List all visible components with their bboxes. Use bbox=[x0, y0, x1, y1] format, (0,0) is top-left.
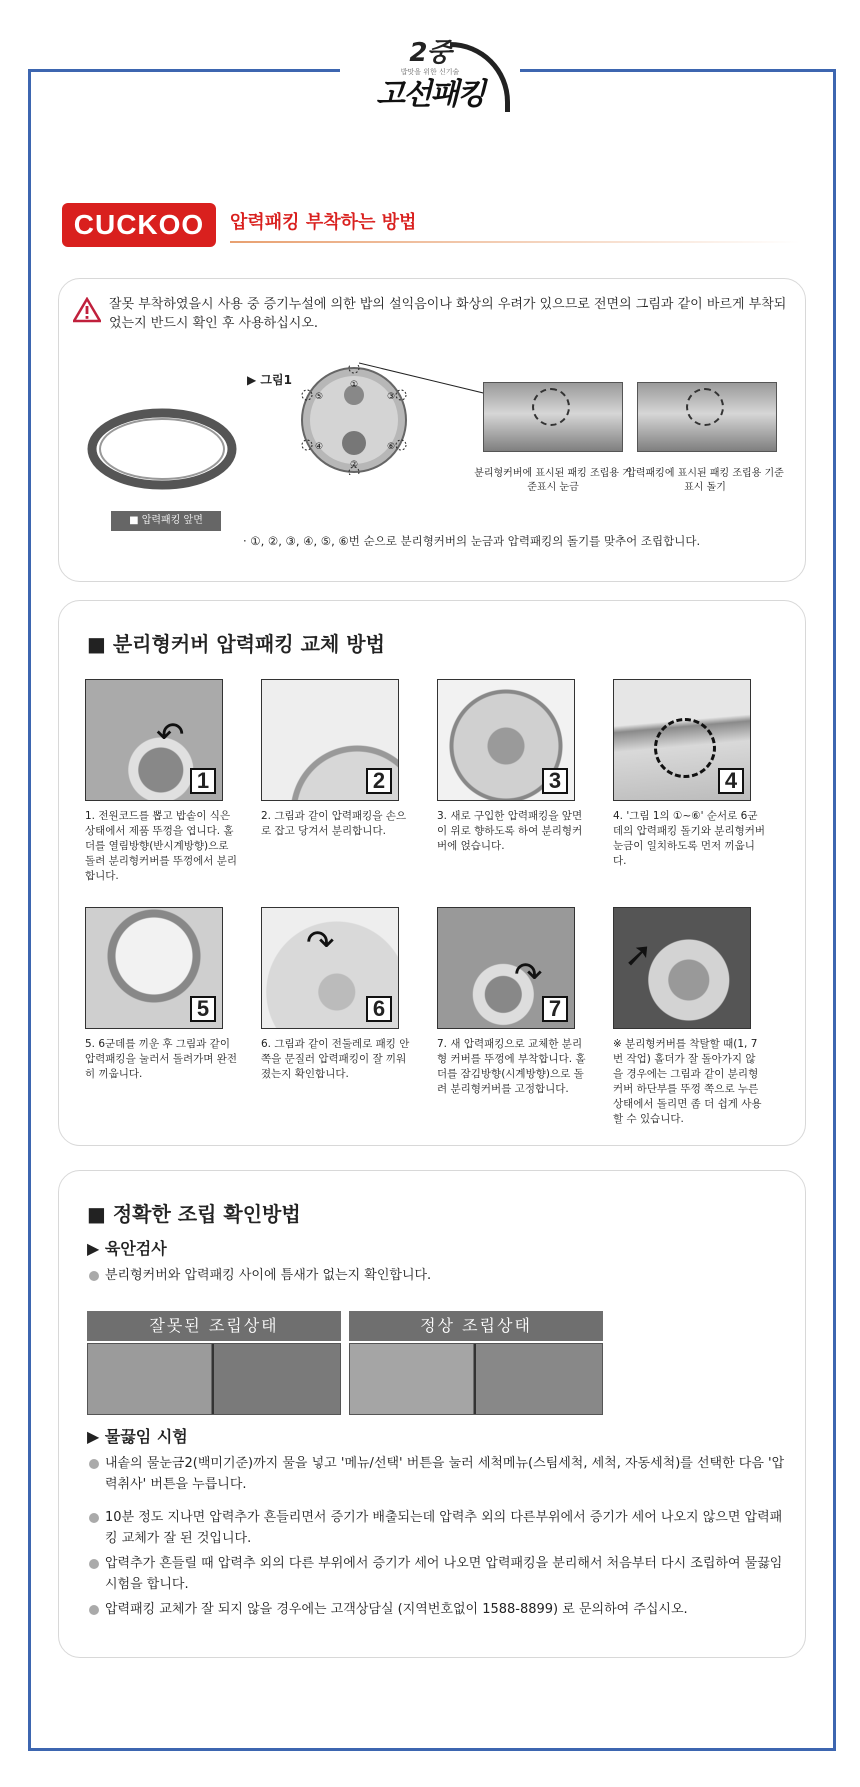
product-logo bbox=[340, 38, 520, 130]
step-note-text: ※ 분리형커버를 착탈할 때(1, 7번 작업) 홀더가 잘 돌아가지 않을 경우에는 그림과 같이 분리형커버 하단부를 뚜껑 쪽으로 누른상태에서 돌리면 좀 더 쉽게 사용할 수 있습니다. bbox=[613, 1038, 762, 1125]
step-1-photo bbox=[85, 679, 223, 801]
correct-assembly-label: 정상 조립상태 bbox=[349, 1311, 603, 1341]
step-1-text: 1. 전원코드를 뽑고 밥솥이 식은 상태에서 제품 뚜껑을 엽니다. 홀더를 열림방향(반시계방향)으로 돌려 분리형커버를 뚜껑에서 분리합니다. bbox=[85, 810, 238, 882]
step-7-text: 7. 새 압력패킹으로 교체한 분리형 커버를 뚜껑에 부착합니다. 홀더를 잠김방향(시계방향)으로 돌려 분리형커버를 고정합니다. bbox=[437, 1038, 586, 1095]
step-1-number: 1 bbox=[190, 768, 216, 794]
step-5-number: 5 bbox=[190, 996, 216, 1022]
warning-card bbox=[58, 278, 806, 582]
highlight-circle bbox=[686, 388, 724, 426]
rotate-arrow-icon: ↶ bbox=[156, 715, 185, 755]
step-3-number: 3 bbox=[542, 768, 568, 794]
step-6 bbox=[261, 907, 417, 1082]
logo-main-text: 고선패킹 bbox=[376, 77, 484, 112]
step-note bbox=[613, 907, 769, 1127]
step-6-number: 6 bbox=[366, 996, 392, 1022]
step-4-text: 4. '그림 1의 ①~⑥' 순서로 6군데의 압력패킹 돌기와 분리형커버 눈금이 일치하도록 먼저 끼웁니다. bbox=[613, 810, 766, 867]
warning-icon bbox=[73, 297, 101, 323]
step-4-number: 4 bbox=[718, 768, 744, 794]
step-5-text: 5. 6군데를 끼운 후 그림과 같이 압력패킹을 눌러서 돌려가며 완전히 끼웁니다. bbox=[85, 1038, 238, 1080]
figure-label: ▶ 그림1 bbox=[247, 373, 292, 387]
step-3-text: 3. 새로 구입한 압력패킹을 앞면이 위로 향하도록 하여 분리형커버에 얹습니다. bbox=[437, 810, 583, 852]
rotate-arrow-icon: ↷ bbox=[306, 923, 335, 963]
assembly-order-note: · ①, ②, ③, ④, ⑤, ⑥번 순으로 분리형커버의 눈금과 압력패킹의 돌기를 맞추어 조립합니다. bbox=[243, 534, 701, 548]
replace-title: ■ 분리형커버 압력패킹 교체 방법 bbox=[87, 632, 385, 656]
highlight-circle bbox=[532, 388, 570, 426]
visual-check-text: 분리형커버와 압력패킹 사이에 틈새가 없는지 확인합니다. bbox=[87, 1265, 787, 1286]
logo-tagline: 밥맛을 위한 신기술 bbox=[400, 68, 460, 76]
cover-mark-photo bbox=[483, 382, 623, 452]
step-3-photo bbox=[437, 679, 575, 801]
boil-item-4: 압력패킹 교체가 잘 되지 않을 경우에는 고객상담실 (지역번호없이 1588-8899) 로 문의하여 주십시오. bbox=[87, 1599, 787, 1620]
lid-mark-1: ① bbox=[349, 380, 359, 390]
wrong-assembly-photo bbox=[87, 1343, 341, 1415]
step-note-photo bbox=[613, 907, 751, 1029]
step-4 bbox=[613, 679, 769, 869]
lid-mark-4: ④ bbox=[314, 442, 324, 452]
check-title: ■ 정확한 조립 확인방법 bbox=[87, 1202, 301, 1226]
packing-bump-caption: 압력패킹에 표시된 패킹 조립용 기준표시 돌기 bbox=[626, 468, 784, 493]
replace-card bbox=[58, 600, 806, 1146]
cuckoo-logo: CUCKOO bbox=[62, 203, 216, 247]
lid-mark-5: ⑤ bbox=[314, 392, 324, 402]
step-3 bbox=[437, 679, 593, 854]
brand-header bbox=[62, 203, 802, 247]
step-5-photo bbox=[85, 907, 223, 1029]
step-2-photo bbox=[261, 679, 399, 801]
highlight-circle bbox=[654, 718, 716, 778]
page-title: 압력패킹 부착하는 방법 bbox=[230, 212, 417, 233]
lid-mark-6: ⑥ bbox=[386, 442, 396, 452]
correct-assembly-photo bbox=[349, 1343, 603, 1415]
boil-item-3: 압력추가 흔들릴 때 압력추 외의 다른 부위에서 증기가 세어 나오면 압력패킹을 분리해서 처음부터 다시 조립하여 물끓임 시험을 합니다. bbox=[87, 1553, 787, 1595]
push-arrow-icon: ➚ bbox=[624, 935, 653, 975]
lid-mark-2: ② bbox=[349, 460, 359, 470]
boil-item-1: 내솥의 물눈금2(백미기준)까지 물을 넣고 '메뉴/선택' 버튼을 눌러 세척메뉴(스팀세척, 세척, 자동세척)를 선택한 다음 '압력취사' 버튼을 누릅니다. bbox=[87, 1453, 787, 1495]
visual-check-heading: ▶ 육안검사 bbox=[87, 1239, 167, 1258]
step-5 bbox=[85, 907, 241, 1082]
rotate-arrow-icon: ↷ bbox=[514, 955, 543, 995]
packing-bump-photo bbox=[637, 382, 777, 452]
step-6-photo bbox=[261, 907, 399, 1029]
step-2-text: 2. 그림과 같이 압력패킹을 손으로 잡고 당겨서 분리합니다. bbox=[261, 810, 407, 837]
step-2 bbox=[261, 679, 417, 839]
step-4-photo bbox=[613, 679, 751, 801]
boil-item-2: 10분 정도 지나면 압력추가 흔들리면서 증기가 배출되는데 압력추 외의 다른부위에서 증기가 세어 나오지 않으면 압력패킹 교체가 잘 된 것입니다. bbox=[87, 1507, 787, 1549]
lid-mark-3: ③ bbox=[386, 392, 396, 402]
warning-text: 잘못 부착하였을시 사용 중 증기누설에 의한 밥의 설익음이나 화상의 우려가 있으므로 전면의 그림과 같이 바르게 부착되었는지 반드시 확인 후 사용하십시오. bbox=[109, 297, 787, 331]
cover-mark-caption: 분리형커버에 표시된 패킹 조립용 기준표시 눈금 bbox=[474, 468, 632, 493]
ring-caption: ■ 압력패킹 앞면 bbox=[111, 511, 221, 531]
step-1 bbox=[85, 679, 241, 884]
packing-ring-image bbox=[87, 407, 237, 491]
step-7-photo bbox=[437, 907, 575, 1029]
step-7 bbox=[437, 907, 593, 1097]
check-card bbox=[58, 1170, 806, 1658]
boil-test-heading: ▶ 물끓임 시험 bbox=[87, 1427, 188, 1446]
step-6-text: 6. 그림과 같이 전둘레로 패킹 안쪽을 문질러 압력패킹이 잘 끼워졌는지 확인합니다. bbox=[261, 1038, 410, 1080]
step-7-number: 7 bbox=[542, 996, 568, 1022]
title-underline bbox=[230, 241, 800, 243]
step-2-number: 2 bbox=[366, 768, 392, 794]
wrong-assembly-label: 잘못된 조립상태 bbox=[87, 1311, 341, 1341]
logo-top-text: 2중 bbox=[409, 38, 451, 68]
